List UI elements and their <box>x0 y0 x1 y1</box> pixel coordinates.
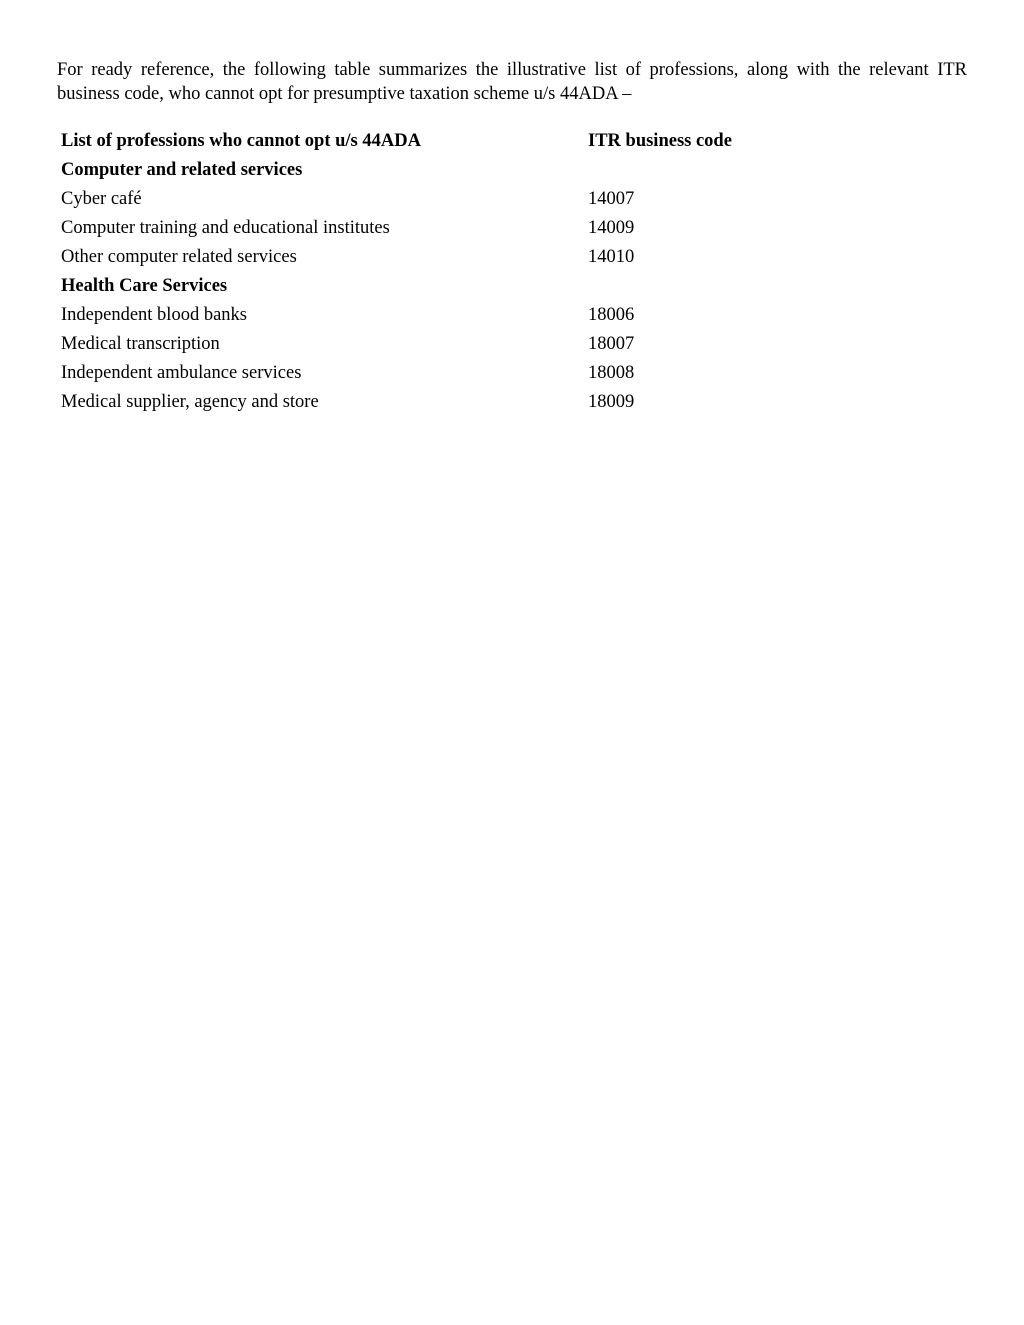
table-row <box>61 330 821 359</box>
profession-name: Medical supplier, agency and store <box>61 392 319 412</box>
profession-name: Cyber café <box>61 189 142 209</box>
table-row <box>61 243 821 272</box>
itr-code: 14010 <box>588 247 635 267</box>
intro-paragraph: For ready reference, the following table summarizes the illustrative list of professions, along with the relevant ITR business code, who cannot opt for presumptive taxation scheme u/s 44ADA – <box>57 60 967 104</box>
section-title: Health Care Services <box>61 276 228 296</box>
itr-code: 18008 <box>588 363 635 383</box>
section-title: Computer and related services <box>61 160 303 180</box>
itr-code: 14009 <box>588 218 635 238</box>
professions-table <box>61 127 821 417</box>
section-title-computer <box>61 156 821 185</box>
table-row <box>61 301 821 330</box>
header-profession: List of professions who cannot opt u/s 44ADA <box>61 131 421 151</box>
itr-code: 14007 <box>588 189 635 209</box>
itr-code: 18006 <box>588 305 635 325</box>
profession-name: Independent ambulance services <box>61 363 302 383</box>
profession-name: Medical transcription <box>61 334 220 354</box>
table-row <box>61 359 821 388</box>
section-title-health <box>61 272 821 301</box>
profession-name: Computer training and educational institutes <box>61 218 390 238</box>
table-row <box>61 214 821 243</box>
itr-code: 18009 <box>588 392 635 412</box>
table-row <box>61 185 821 214</box>
header-itr-code: ITR business code <box>588 131 732 151</box>
profession-name: Other computer related services <box>61 247 297 267</box>
profession-name: Independent blood banks <box>61 305 247 325</box>
itr-code: 18007 <box>588 334 635 354</box>
table-header-row <box>61 127 821 156</box>
table-row <box>61 388 821 417</box>
